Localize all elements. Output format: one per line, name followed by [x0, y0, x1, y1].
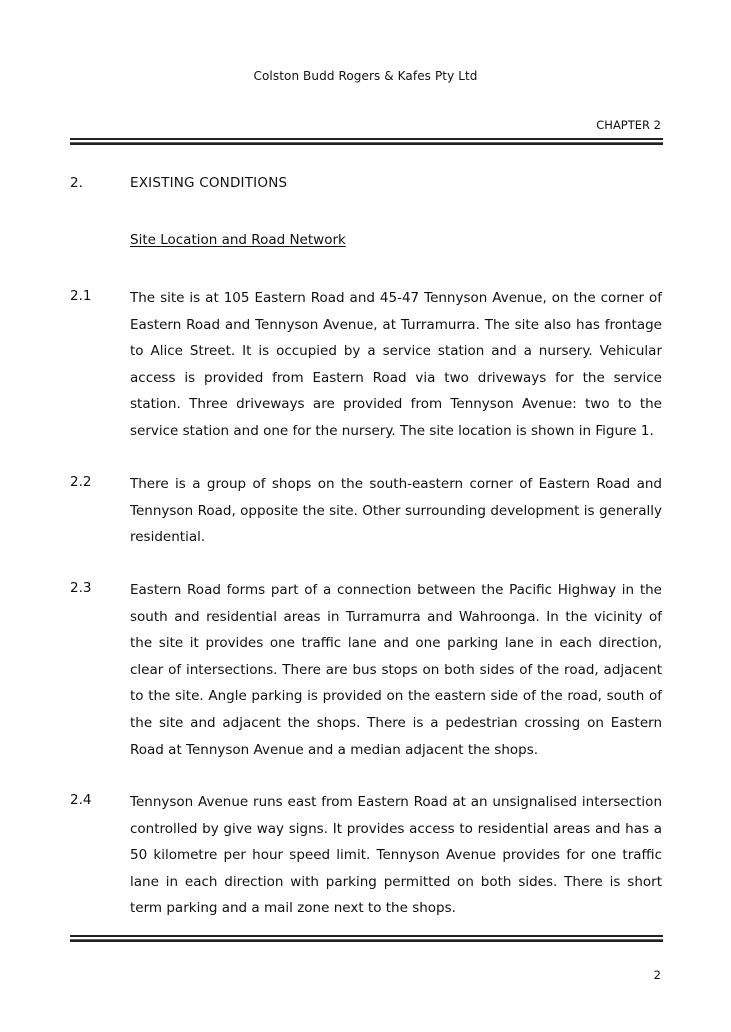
paragraph-text: Tennyson Avenue runs east from Eastern Road at an unsignalised intersection controlled by give way signs. It provides access to residential areas and has a 50 kilometre per hour speed limit. Tennyson Avenue provides for one traffic lane in each direction with parking permitted on both sides. There is short term parking and a mail zone next to the shops.: [130, 794, 662, 917]
paragraph-text: The site is at 105 Eastern Road and 45-47 Tennyson Avenue, on the corner of Eastern Road and Tennyson Avenue, at Turramurra. The site also has frontage to Alice Street. It is occupied by a service station and a nursery. Vehicular access is provided from Eastern Road via two driveways for the service station. Three driveways are provided from Tennyson Avenue: two to the service station and one for the nursery. The site location is shown in Figure 1.: [130, 290, 662, 439]
footer-rule: [70, 935, 663, 942]
section-number: 2.: [70, 175, 83, 191]
paragraph-number: 2.3: [70, 580, 92, 596]
page-number: 2: [653, 968, 661, 982]
paragraph-number: 2.1: [70, 288, 92, 304]
paragraph-number: 2.2: [70, 474, 92, 490]
section-title: EXISTING CONDITIONS: [130, 175, 288, 191]
company-name: Colston Budd Rogers & Kafes Pty Ltd: [253, 69, 478, 83]
subheading: Site Location and Road Network: [130, 232, 346, 248]
paragraph-text: Eastern Road forms part of a connection between the Pacific Highway in the south and residential areas in Turramurra and Wahroonga. In the vicinity of the site it provides one traffic lane and one parking lane in each direction, clear of intersections. There are bus stops on both sides of the road, adjacent to the site. Angle parking is provided on the eastern side of the road, south of the site and adjacent the shops. There is a pedestrian crossing on Eastern Road at Tennyson Avenue and a median adjacent the shops.: [130, 582, 662, 758]
chapter-label: CHAPTER 2: [596, 118, 661, 132]
paragraph-text: There is a group of shops on the south-eastern corner of Eastern Road and Tennyson Road, opposite the site. Other surrounding development is generally residential.: [130, 476, 662, 546]
header-rule: [70, 138, 663, 145]
paragraph-number: 2.4: [70, 792, 92, 808]
